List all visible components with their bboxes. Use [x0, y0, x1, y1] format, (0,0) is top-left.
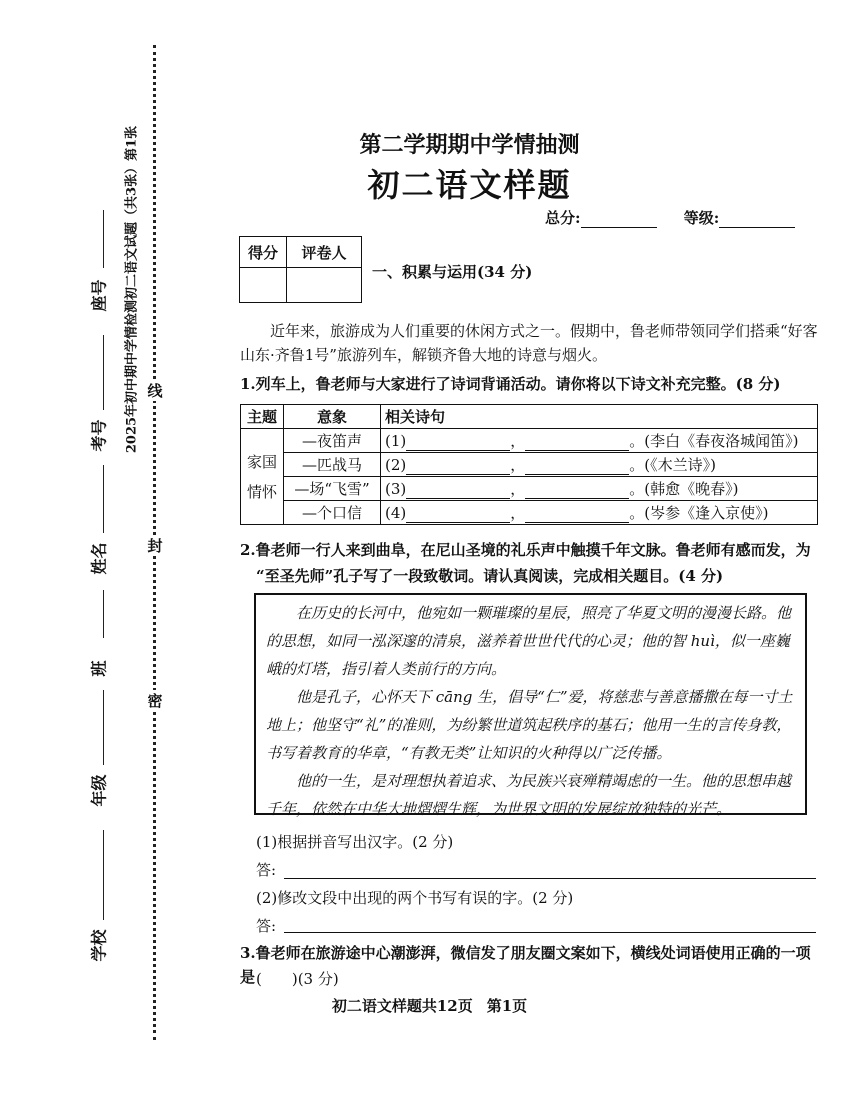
- image-cell: —夜笛声: [284, 429, 381, 453]
- score-cell[interactable]: [240, 268, 287, 303]
- score-fields: [545, 207, 795, 228]
- grade-level-field[interactable]: [719, 211, 795, 228]
- q2-sub1: (1)根据拼音写出汉字。(2 分): [256, 833, 454, 851]
- label-school: 学校: [89, 929, 109, 962]
- answer-blank[interactable]: [525, 507, 629, 523]
- passage-paragraph: 他的一生，是对理想执着追求、为民族兴衰殚精竭虑的一生。他的思想串越千年，依然在中华大地熠熠生辉，为世界文明的发展绽放独特的光芒。: [266, 772, 792, 818]
- page-footer: [0, 995, 859, 1016]
- answer-line-2[interactable]: [284, 932, 816, 933]
- label-exam-no: 考号: [89, 419, 109, 452]
- poem-table: [240, 404, 818, 525]
- passage-box: [254, 593, 807, 818]
- image-cell: —匹战马: [284, 453, 381, 477]
- theme-cell: 家国 情怀: [241, 429, 284, 525]
- label-class: 班: [89, 660, 109, 677]
- cut-mark-seal: 封: [144, 535, 166, 556]
- verse-cell: (3) ， 。(韩愈《晚春》): [381, 477, 818, 501]
- seat-no-line: [103, 210, 104, 268]
- answer-label: 答:: [256, 917, 277, 935]
- paper-title: 初二语文样题: [367, 166, 572, 204]
- cut-mark-close: 密: [144, 690, 166, 711]
- school-line: [103, 830, 104, 920]
- answer-blank[interactable]: [525, 483, 629, 499]
- grader-box: [239, 236, 362, 303]
- exam-title: 第二学期期中学情抽测: [359, 132, 580, 158]
- answer-blank[interactable]: [525, 435, 629, 451]
- footer-page-no: 第1页: [486, 997, 528, 1015]
- q2-sub2: (2)修改文段中出现的两个书写有误的字。(2 分): [256, 889, 574, 907]
- side-note: 2025年初中期中学情检测初二语文试题（共3张）第1张: [124, 125, 140, 454]
- grade-level-label: 等级:: [683, 209, 720, 227]
- total-score-field[interactable]: [581, 211, 657, 228]
- label-name: 姓名: [89, 542, 109, 575]
- header-verse: 相关诗句: [381, 405, 818, 429]
- image-cell: —个口信: [284, 501, 381, 525]
- q2-stem-line2: “至圣先师”孔子写了一段致敬词。请认真阅读，完成相关题目。(4 分): [256, 567, 724, 585]
- answer-blank[interactable]: [406, 435, 510, 451]
- intro-paragraph: 近年来，旅游成为人们重要的休闲方式之一。假期中，鲁老师带领同学们搭乘“好客山东·齐鲁1号”旅游列车，解锁齐鲁大地的诗意与烟火。: [240, 322, 818, 364]
- total-score-label: 总分:: [545, 209, 581, 227]
- cut-mark-line: 线: [144, 380, 166, 401]
- section-title: 一、积累与运用(34 分): [372, 263, 533, 281]
- verse-cell: (1) ， 。(李白《春夜洛城闻笛》): [381, 429, 818, 453]
- label-grade: 年级: [89, 774, 109, 807]
- grader-cell[interactable]: [287, 268, 362, 303]
- label-seat-no: 座号: [89, 279, 109, 312]
- class-line: [103, 590, 104, 638]
- answer-blank[interactable]: [406, 507, 510, 523]
- header-image: 意象: [284, 405, 381, 429]
- score-header: 得分: [240, 237, 287, 268]
- q3-stem-line1: 3.鲁老师在旅游途中心潮澎湃，微信发了朋友圈文案如下，横线处词语使用正确的一项是: [240, 944, 811, 986]
- grade-line: [103, 690, 104, 765]
- answer-blank[interactable]: [525, 459, 629, 475]
- footer-pages: 初二语文样题共12页: [331, 997, 473, 1015]
- verse-cell: (2) ， 。(《木兰诗》): [381, 453, 818, 477]
- image-cell: —场“飞雪”: [284, 477, 381, 501]
- answer-blank[interactable]: [406, 483, 510, 499]
- q2-stem-line1: 2.鲁老师一行人来到曲阜，在尼山圣境的礼乐声中触摸千年文脉。鲁老师有感而发，为: [240, 541, 811, 559]
- passage-paragraph: 他是孔子，心怀天下 cāng 生，倡导“仁”爱，将慈悲与善意播撒在每一寸土地上；他坚守“礼”的准则，为纷繁世道筑起秩序的基石；他用一生的言传身教，书写着教育的华章，“有教无类”让知识的火种得以广泛传播。: [266, 688, 793, 762]
- answer-line-1[interactable]: [284, 878, 816, 879]
- answer-label: 答:: [256, 861, 277, 879]
- header-theme: 主题: [241, 405, 284, 429]
- verse-cell: (4) ， 。(岑参《逢入京使》): [381, 501, 818, 525]
- q1-stem: 1.列车上，鲁老师与大家进行了诗词背诵活动。请你将以下诗文补充完整。(8 分): [240, 375, 781, 393]
- q3-stem-line2: ( )(3 分): [256, 970, 339, 988]
- exam-no-line: [103, 335, 104, 410]
- grader-header: 评卷人: [287, 237, 362, 268]
- passage-paragraph: 在历史的长河中，他宛如一颗璀璨的星辰，照亮了华夏文明的漫漫长路。他的思想，如同一泓深邃的清泉，滋养着世世代代的心灵；他的智 huì，似一座巍峨的灯塔，指引着人类前行的方向。: [266, 604, 792, 678]
- answer-blank[interactable]: [406, 459, 510, 475]
- name-line: [103, 465, 104, 533]
